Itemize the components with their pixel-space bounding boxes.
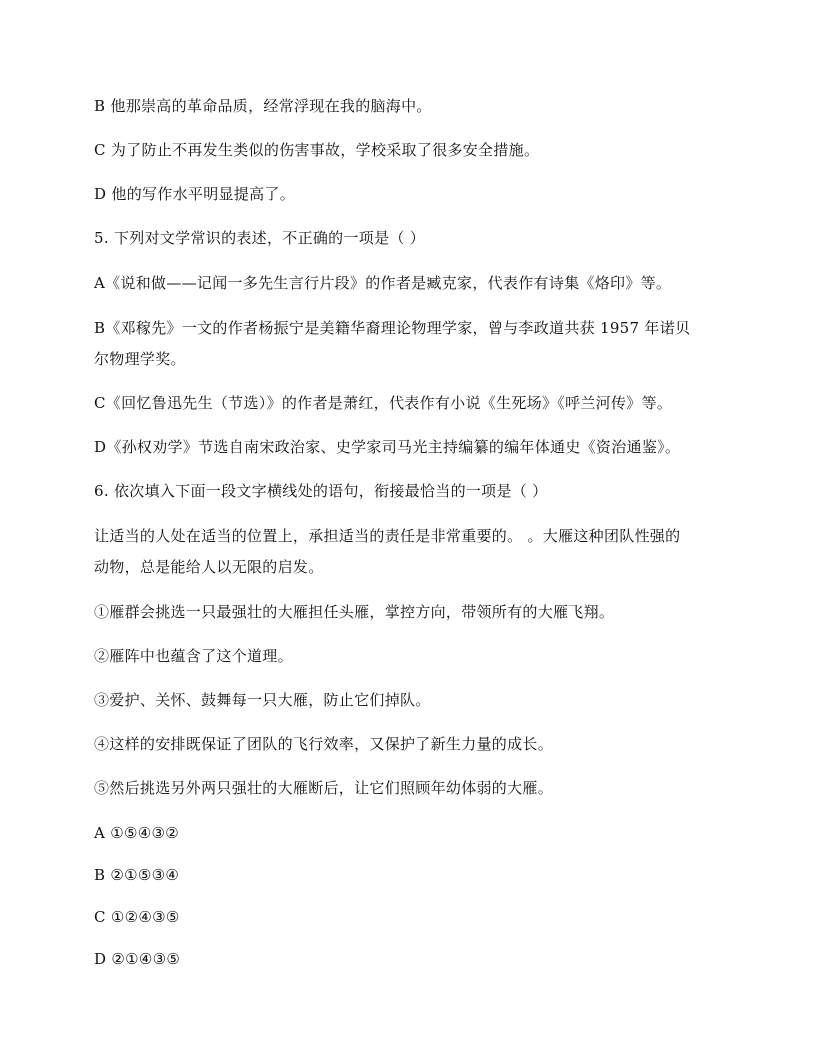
- q6-option-a: A ①⑤④③②: [94, 824, 179, 842]
- q6-option-b: B ②①⑤③④: [94, 866, 180, 884]
- q6-option-d: D ②①④③⑤: [94, 950, 181, 968]
- q6-option-c: C ①②④③⑤: [94, 908, 180, 926]
- q5-stem: 5. 下列对文学常识的表述，不正确的一项是（ ）: [94, 229, 426, 247]
- q6-sentence-3: ③爱护、关怀、鼓舞每一只大雁，防止它们掉队。: [94, 691, 431, 709]
- q6-sentence-4: ④这样的安排既保证了团队的飞行效率，又保护了新生力量的成长。: [94, 735, 554, 753]
- q5-option-b-line1: B《邓稼先》一文的作者杨振宁是美籍华裔理论物理学家，曾与李政道共获 1957 年诺贝: [94, 319, 691, 337]
- q6-passage-line2: 动物，总是能给人以无限的启发。: [94, 558, 324, 576]
- q6-sentence-2: ②雁阵中也蕴含了这个道理。: [94, 647, 293, 665]
- q4-option-b: B 他那崇高的革命品质，经常浮现在我的脑海中。: [94, 97, 432, 115]
- q5-option-d: D《孙权劝学》节选自南宋政治家、史学家司马光主持编纂的编年体通史《资治通鉴》。: [94, 438, 681, 456]
- q6-sentence-5: ⑤然后挑选另外两只强壮的大雁断后，让它们照顾年幼体弱的大雁。: [94, 779, 554, 797]
- q6-stem: 6. 依次填入下面一段文字横线处的语句，衔接最恰当的一项是（ ）: [94, 482, 548, 500]
- q5-option-c: C《回忆鲁迅先生（节选）》的作者是萧红，代表作有小说《生死场》《呼兰河传》等。: [94, 394, 673, 412]
- q6-sentence-1: ①雁群会挑选一只最强壮的大雁担任头雁，掌控方向，带领所有的大雁飞翔。: [94, 603, 615, 621]
- q5-option-b-line2: 尔物理学奖。: [94, 350, 186, 368]
- q4-option-d: D 他的写作水平明显提高了。: [94, 185, 295, 203]
- q4-option-c: C 为了防止不再发生类似的伤害事故，学校采取了很多安全措施。: [94, 141, 540, 159]
- q6-passage-line1: 让适当的人处在适当的位置上，承担适当的责任是非常重要的。 。大雁这种团队性强的: [94, 527, 681, 545]
- q5-option-a: A《说和做——记闻一多先生言行片段》的作者是臧克家，代表作有诗集《烙印》等。: [94, 274, 672, 292]
